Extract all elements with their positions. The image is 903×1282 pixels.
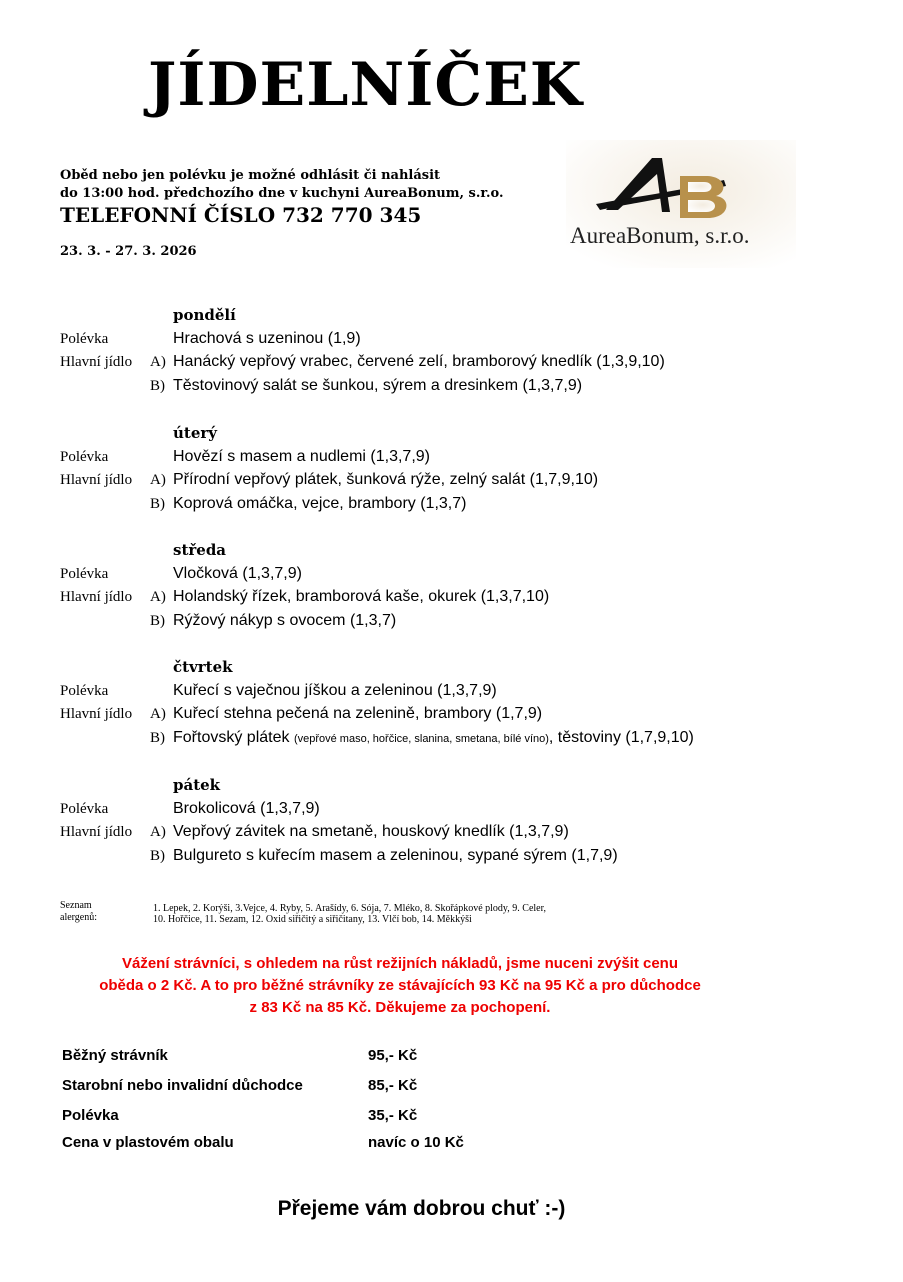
- price-value-container: navíc o 10 Kč: [368, 1134, 464, 1151]
- soup-item: Hrachová s uzeninou (1,9): [173, 330, 361, 347]
- company-logo: [566, 140, 796, 268]
- main-dish-a: Holandský řízek, bramborová kaše, okurek (1,3,7,10): [173, 588, 550, 605]
- option-a-label: A): [150, 824, 166, 840]
- option-b-label: B): [150, 730, 165, 746]
- main-dish-label: Hlavní jídlo: [60, 706, 133, 722]
- logo-text: AureaBonum, s.r.o.: [570, 223, 750, 248]
- price-label-regular: Běžný strávník: [62, 1047, 168, 1064]
- main-dish-label: Hlavní jídlo: [60, 354, 133, 370]
- main-dish-b: Rýžový nákyp s ovocem (1,3,7): [173, 612, 397, 629]
- soup-label: Polévka: [60, 566, 109, 582]
- day-title: pátek: [173, 776, 221, 794]
- main-dish-label: Hlavní jídlo: [60, 472, 133, 488]
- option-b-label: B): [150, 848, 165, 864]
- page-title: JÍDELNÍČEK: [148, 50, 583, 120]
- dish-note: (vepřové maso, hořčice, slanina, smetana, bílé víno): [293, 733, 549, 745]
- dish-name: Fořtovský plátek: [173, 729, 290, 746]
- notice-line1: Vážení strávníci, s ohledem na růst režijních nákladů, jsme nuceni zvýšit cenu: [121, 955, 679, 972]
- allergen-list-line2: 10. Hořčice, 11. Sezam, 12. Oxid siřičitý a siřičitany, 13. Vlčí bob, 14. Měkkýši: [153, 914, 472, 925]
- option-a-label: A): [150, 354, 166, 370]
- main-dish-a: Vepřový závitek na smetaně, houskový knedlík (1,3,7,9): [173, 823, 569, 840]
- cancellation-info-line1: Oběd nebo jen polévku je možné odhlásit či nahlásit: [60, 168, 441, 183]
- main-dish-a: Hanácký vepřový vrabec, červené zelí, bramborový knedlík (1,3,9,10): [173, 353, 665, 370]
- logo-graphic: [566, 140, 796, 268]
- price-label-pensioner: Starobní nebo invalidní důchodce: [62, 1077, 303, 1094]
- option-b-label: B): [150, 496, 165, 512]
- cancellation-info-line2: do 13:00 hod. předchozího dne v kuchyni AureaBonum, s.r.o.: [60, 186, 504, 201]
- option-b-label: B): [150, 613, 165, 629]
- option-a-label: A): [150, 589, 166, 605]
- day-title: čtvrtek: [173, 658, 233, 676]
- day-title: pondělí: [173, 306, 236, 324]
- day-title: středa: [173, 541, 227, 559]
- day-title: úterý: [173, 424, 217, 442]
- date-range: 23. 3. - 27. 3. 2026: [60, 244, 197, 259]
- main-dish-label: Hlavní jídlo: [60, 824, 133, 840]
- allergen-label-line1: Seznam: [60, 900, 92, 911]
- main-dish-b: Těstovinový salát se šunkou, sýrem a dresinkem (1,3,7,9): [173, 377, 583, 394]
- main-dish-a: Kuřecí stehna pečená na zelenině, brambory (1,7,9): [173, 705, 543, 722]
- option-a-label: A): [150, 472, 166, 488]
- notice-line3: z 83 Kč na 85 Kč. Děkujeme za pochopení.: [249, 999, 551, 1016]
- notice-line2: oběda o 2 Kč. A to pro běžné strávníky ze stávajících 93 Kč na 95 Kč a pro důchodce: [99, 977, 701, 994]
- option-b-label: B): [150, 378, 165, 394]
- main-dish-label: Hlavní jídlo: [60, 589, 133, 605]
- price-increase-notice: [40, 953, 760, 1019]
- price-label-container: Cena v plastovém obalu: [62, 1134, 234, 1151]
- allergen-label-line2: alergenů:: [60, 912, 98, 923]
- main-dish-b: Koprová omáčka, vejce, brambory (1,3,7): [173, 495, 467, 512]
- price-value-pensioner: 85,- Kč: [368, 1077, 418, 1094]
- allergen-list-line1: 1. Lepek, 2. Korýši, 3.Vejce, 4. Ryby, 5. Arašídy, 6. Sója, 7. Mléko, 8. Skořápkové plody, 9. Celer,: [153, 903, 547, 914]
- option-a-label: A): [150, 706, 166, 722]
- closing-greeting: Přejeme vám dobrou chuť :-): [277, 1197, 566, 1220]
- main-dish-b: [173, 729, 694, 747]
- soup-item: Hovězí s masem a nudlemi (1,3,7,9): [173, 448, 430, 465]
- main-dish-b: Bulgureto s kuřecím masem a zeleninou, sypané sýrem (1,7,9): [173, 847, 618, 864]
- soup-item: Vločková (1,3,7,9): [173, 565, 302, 582]
- soup-label: Polévka: [60, 683, 109, 699]
- soup-item: Kuřecí s vaječnou jíškou a zeleninou (1,3,7,9): [173, 682, 497, 699]
- price-label-soup: Polévka: [62, 1107, 119, 1124]
- main-dish-a: Přírodní vepřový plátek, šunková rýže, zelný salát (1,7,9,10): [173, 471, 599, 488]
- price-value-soup: 35,- Kč: [368, 1107, 418, 1124]
- allergen-list: [153, 903, 633, 925]
- soup-item: Brokolicová (1,3,7,9): [173, 800, 320, 817]
- phone-number: TELEFONNÍ ČÍSLO 732 770 345: [60, 203, 422, 227]
- allergen-label: [60, 900, 120, 924]
- price-value-regular: 95,- Kč: [368, 1047, 418, 1064]
- soup-label: Polévka: [60, 801, 109, 817]
- dish-rest: , těstoviny (1,7,9,10): [548, 729, 694, 746]
- soup-label: Polévka: [60, 331, 109, 347]
- soup-label: Polévka: [60, 449, 109, 465]
